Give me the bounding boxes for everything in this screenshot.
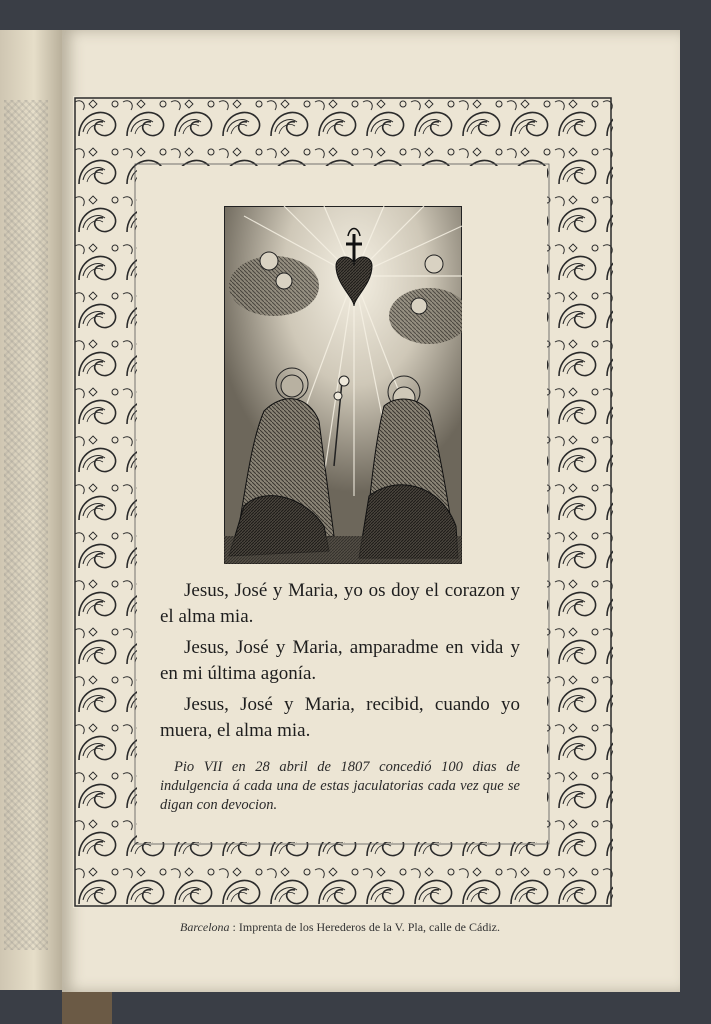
holy-family-engraving — [224, 206, 462, 564]
prayer-line-3: Jesus, José y Maria, recibid, cuando yo muera, el alma mia. — [160, 694, 520, 741]
engraving-svg — [224, 206, 462, 564]
prayer-text — [160, 578, 520, 749]
printer-details: : Imprenta de los Herederos de la V. Pla, calle de Cádiz. — [232, 920, 500, 934]
prayer-line-2: Jesus, José y Maria, amparadme en vida y en mi última agonía. — [160, 637, 520, 684]
printer-city: Barcelona — [179, 920, 230, 934]
indulgence-note: Pio VII en 28 abril de 1807 concedió 100 dias de indulgencia á cada una de estas jaculatorias cada vez que se digan con devocion. — [160, 759, 520, 813]
left-page-pattern — [4, 100, 48, 950]
left-page-edge — [0, 30, 62, 990]
prayer-line-1: Jesus, José y Maria, yo os doy el corazon y el alma mia. — [160, 580, 520, 627]
printer-imprint — [70, 920, 610, 935]
